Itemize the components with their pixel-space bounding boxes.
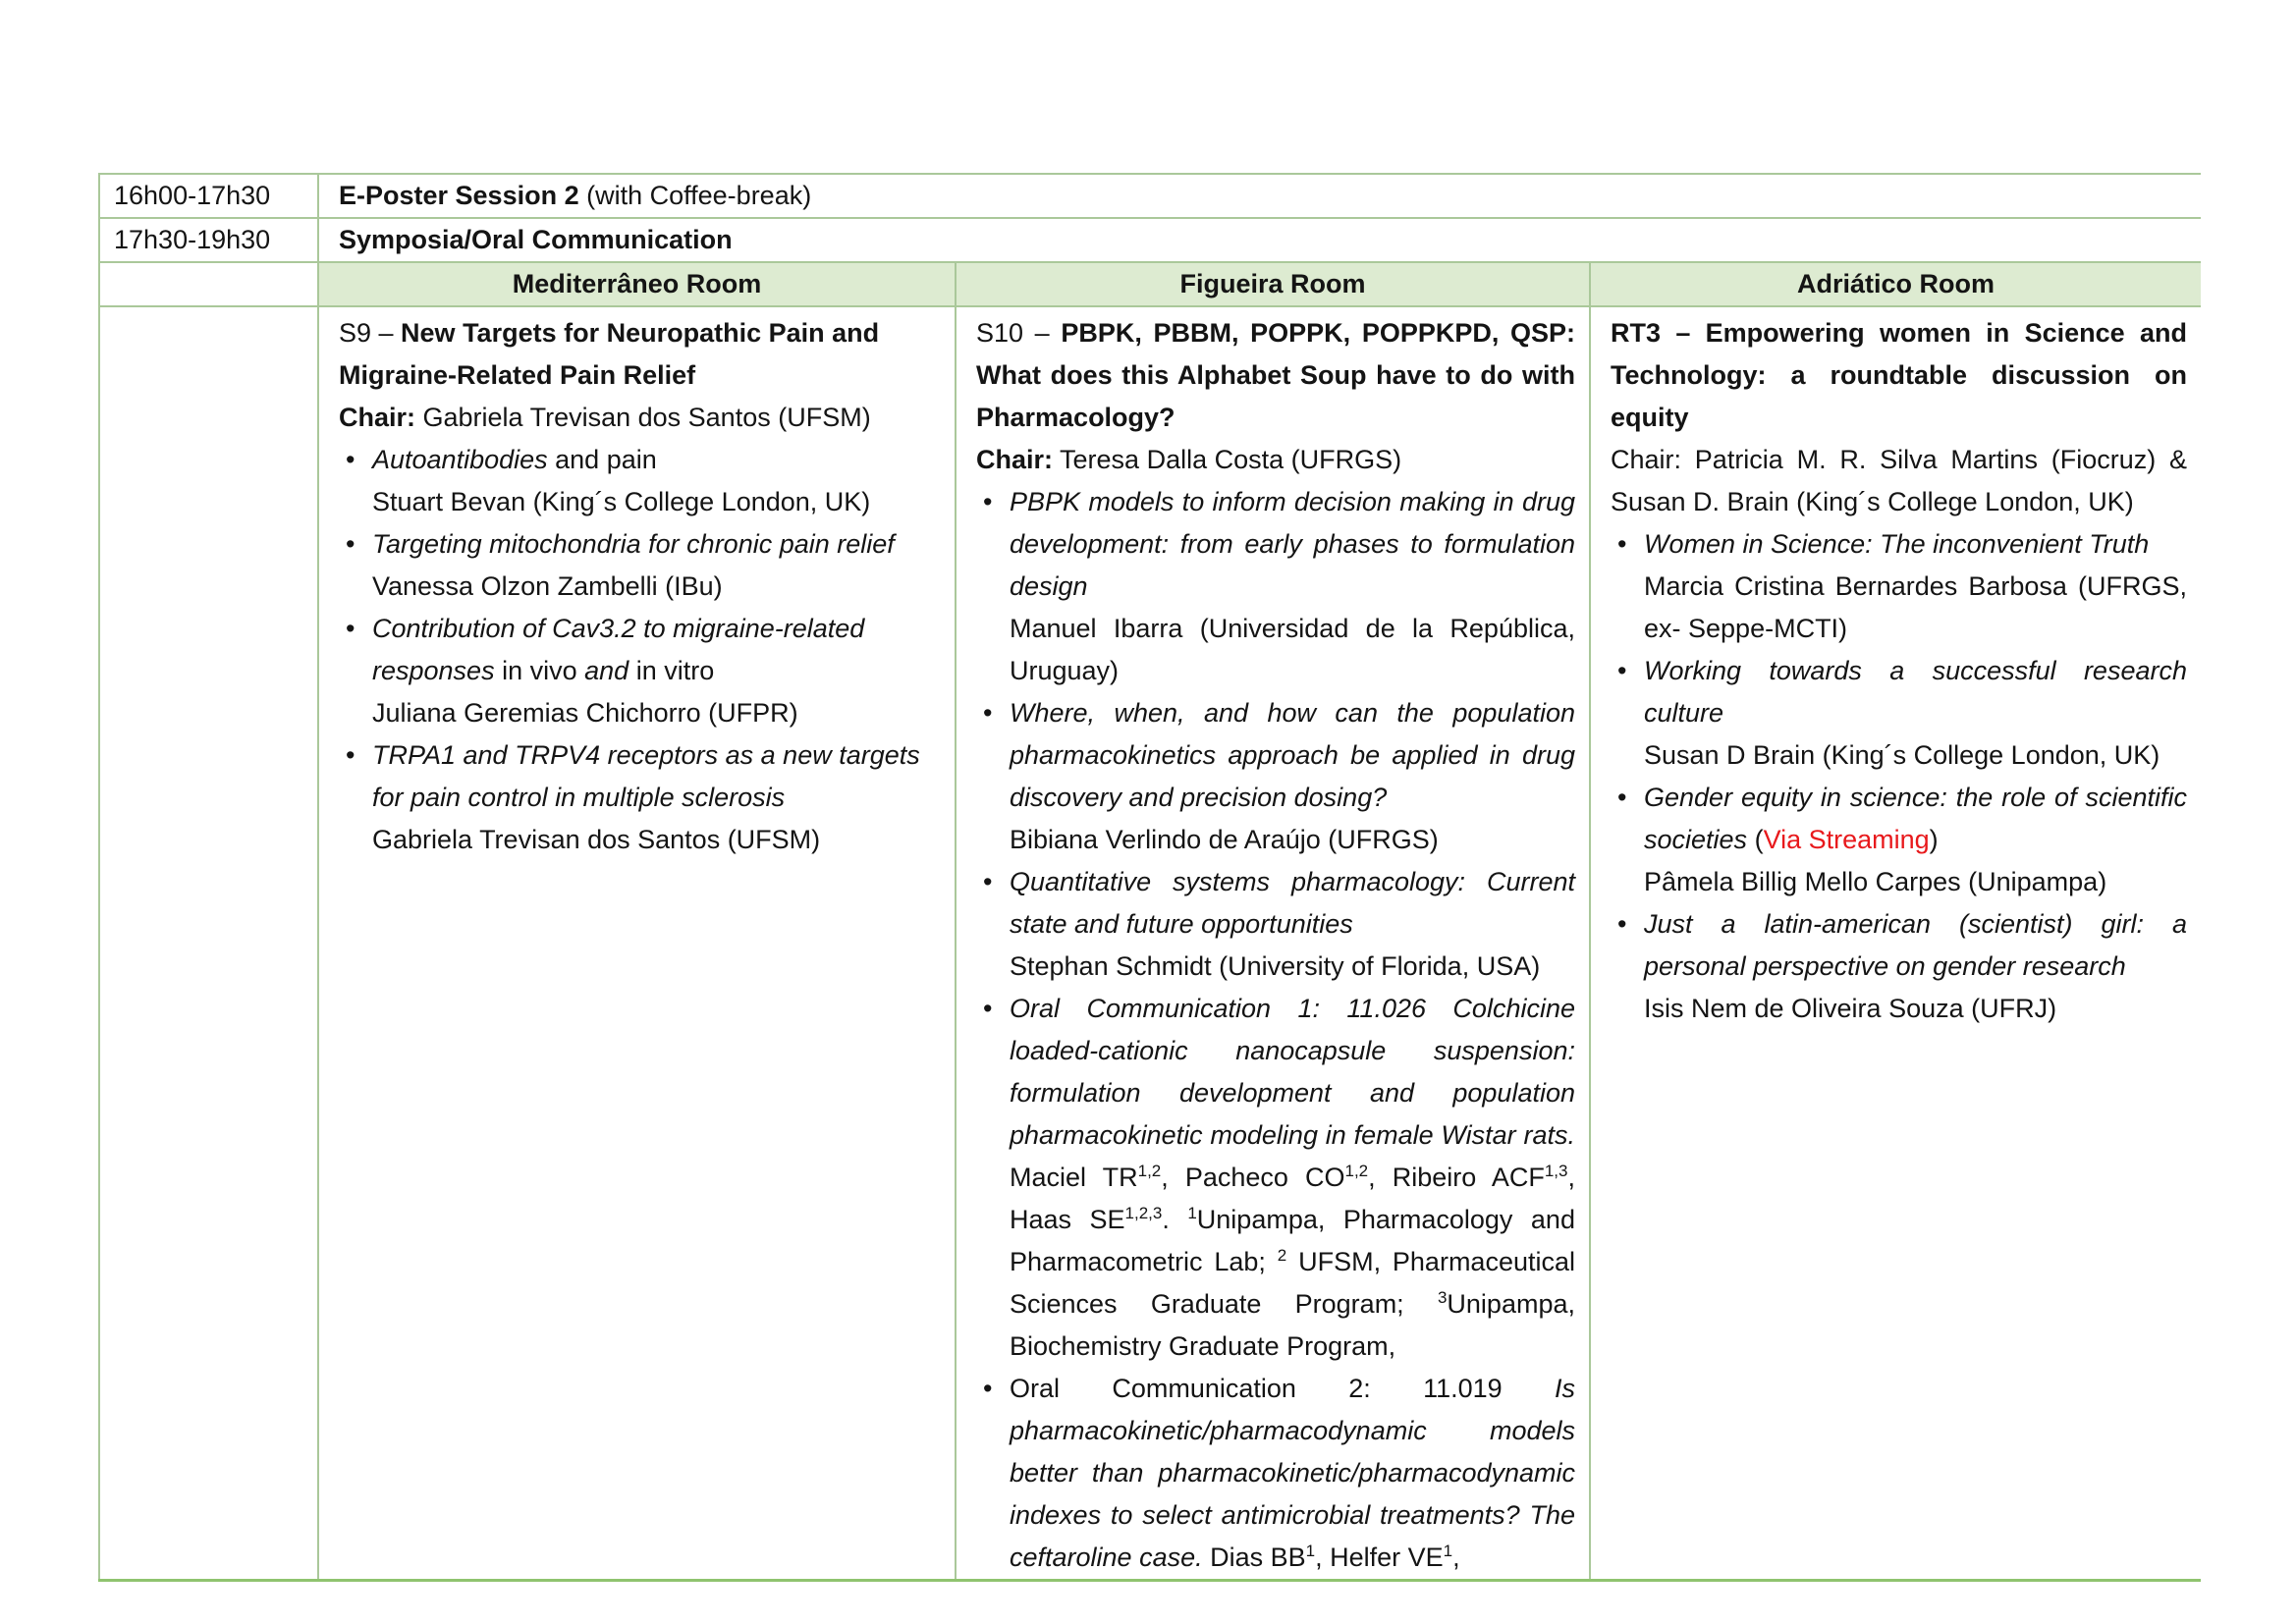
text-run: , Pacheco CO <box>1161 1163 1345 1192</box>
text-run: 1 <box>1187 1204 1197 1222</box>
text-run: , <box>1452 1543 1460 1572</box>
event-cell <box>318 218 2201 262</box>
text-run: ) <box>1929 825 1939 854</box>
bullet-item <box>339 439 941 523</box>
text-run: Where, when, and how can the population pharmacokinetics approach be applied in drug discovery and precision dosing? <box>1010 698 1575 812</box>
text-run: Just a latin-american (scientist) girl: a personal perspective on gender research <box>1644 909 2187 981</box>
text-run: Juliana Geremias Chichorro (UFPR) <box>372 698 798 728</box>
text-run: Stephan Schmidt (University of Florida, USA) <box>1010 951 1541 981</box>
bullet-icon: • <box>346 445 355 474</box>
bullet-icon: • <box>983 867 993 896</box>
room-header-figueira: Figueira Room <box>956 262 1590 306</box>
bullet-icon: • <box>983 1374 993 1403</box>
bullet-text <box>1010 988 1575 1368</box>
text-run: ( <box>1754 825 1764 854</box>
bullet-text <box>1010 861 1575 988</box>
text-run: , Ribeiro ACF <box>1368 1163 1545 1192</box>
text-run: . <box>1162 1205 1188 1234</box>
text-run: Working towards a successful research culture <box>1644 656 2187 728</box>
bullet-text <box>1644 903 2187 1030</box>
session-paragraph <box>1611 439 2187 523</box>
session-paragraph <box>976 439 1575 481</box>
text-run: in vivo <box>494 656 585 685</box>
bullet-text <box>372 439 941 523</box>
bullet-item <box>976 988 1575 1368</box>
bullet-item <box>976 861 1575 988</box>
text-run: 3 <box>1437 1288 1448 1307</box>
text-run: Bibiana Verlindo de Araújo (UFRGS) <box>1010 825 1439 854</box>
text-run: S10 – <box>976 318 1062 348</box>
bullet-text <box>1644 523 2187 650</box>
text-run: , Haas SE <box>1010 1163 1575 1234</box>
text-run: PBPK, PBBM, POPPK, POPPKPD, QSP: What does this Alphabet Soup have to do with Pharmacology? <box>976 318 1575 432</box>
bullet-item <box>976 1368 1575 1579</box>
text-run: PBPK models to inform decision making in drug development: from early phases to formulation design <box>1010 487 1575 601</box>
text-run: and <box>584 656 629 685</box>
text-run: Teresa Dalla Costa (UFRGS) <box>1053 445 1402 474</box>
bullet-text <box>1010 692 1575 861</box>
text-run: in vitro <box>629 656 715 685</box>
text-run: Vanessa Olzon Zambelli (IBu) <box>372 571 723 601</box>
bullet-item <box>1611 777 2187 903</box>
text-run: 2 <box>1277 1246 1287 1265</box>
bullet-text <box>372 523 941 608</box>
text-run: Quantitative systems pharmacology: Current state and future opportunities <box>1010 867 1575 939</box>
text-run: Stuart Bevan (King´s College London, UK) <box>372 487 871 516</box>
text-run: 1,2 <box>1137 1162 1162 1180</box>
bullet-item <box>339 608 941 734</box>
bullet-icon: • <box>1617 783 1627 812</box>
text-run: Susan D Brain (King´s College London, UK) <box>1644 740 2160 770</box>
event-subtitle: (with Coffee-break) <box>578 181 812 210</box>
text-run: Gabriela Trevisan dos Santos (UFSM) <box>415 403 871 432</box>
room-header-mediterraneo: Mediterrâneo Room <box>318 262 956 306</box>
bullet-text <box>1010 1368 1575 1579</box>
bullet-item <box>976 692 1575 861</box>
session-cell-adriatico <box>1590 306 2201 1581</box>
program-table <box>98 173 2201 1582</box>
text-run: Chair: Patricia M. R. Silva Martins (Fiocruz) & Susan D. Brain (King´s College London, UK) <box>1611 445 2187 516</box>
bullet-icon: • <box>983 487 993 516</box>
text-run: Is pharmacokinetic/pharmacodynamic models better than pharmacokinetic/pharmacodynamic indexes to select antimicrobial treatments? The ceftaroline case. <box>1010 1374 1575 1572</box>
event-cell <box>318 174 2201 218</box>
time-cell: 16h00-17h30 <box>99 174 318 218</box>
text-run: Chair: <box>976 445 1054 474</box>
bullet-text <box>372 608 941 734</box>
bullet-item <box>339 734 941 861</box>
text-run: Gender equity in science: the role of scientific societies <box>1644 783 2187 854</box>
bullet-text <box>1644 650 2187 777</box>
text-run: Women in Science: The inconvenient Truth <box>1644 529 2150 559</box>
text-run: Manuel Ibarra (Universidad de la República, Uruguay) <box>1010 614 1575 685</box>
bullet-icon: • <box>1617 909 1627 939</box>
text-run: Autoantibodies <box>372 445 548 474</box>
empty-time-cell <box>99 306 318 1581</box>
bullet-icon: • <box>983 698 993 728</box>
text-run: Marcia Cristina Bernardes Barbosa (UFRGS, ex- Seppe-MCTI) <box>1644 571 2187 643</box>
text-run: , Helfer VE <box>1315 1543 1444 1572</box>
empty-time-cell <box>99 262 318 306</box>
bullet-icon: • <box>983 994 993 1023</box>
text-run: Isis Nem de Oliveira Souza (UFRJ) <box>1644 994 2057 1023</box>
room-header-adriatico: Adriático Room <box>1590 262 2201 306</box>
text-run: RT3 – Empowering women in Science and Technology: a roundtable discussion on equity <box>1611 318 2187 432</box>
bullet-text <box>1644 777 2187 903</box>
bullet-item <box>1611 523 2187 650</box>
session-cell-figueira <box>956 306 1590 1581</box>
text-run: Maciel TR <box>1010 1163 1138 1192</box>
bullet-icon: • <box>346 529 355 559</box>
event-title: Symposia/Oral Communication <box>339 225 733 254</box>
schedule-row-symposia <box>99 218 2201 262</box>
bullet-item <box>976 481 1575 692</box>
text-run: Oral Communication 2: 11.019 <box>1010 1374 1555 1403</box>
bullet-icon: • <box>1617 529 1627 559</box>
bullet-item <box>1611 650 2187 777</box>
text-run: 1 <box>1443 1542 1453 1560</box>
event-title: E-Poster Session 2 <box>339 181 579 210</box>
text-run: S9 – <box>339 318 402 348</box>
room-header-row <box>99 262 2201 306</box>
text-run: Via Streaming <box>1763 825 1930 854</box>
bullet-item <box>1611 903 2187 1030</box>
session-paragraph <box>339 397 941 439</box>
bullet-item <box>339 523 941 608</box>
text-run: New Targets for Neuropathic Pain and Migraine-Related Pain Relief <box>339 318 880 390</box>
text-run: 1,3 <box>1544 1162 1568 1180</box>
text-run: Targeting mitochondria for chronic pain relief <box>372 529 895 559</box>
bullet-text <box>1010 481 1575 692</box>
session-paragraph <box>976 312 1575 439</box>
text-run: UFSM, Pharmaceutical Sciences Graduate Program; <box>1010 1247 1575 1319</box>
text-run: TRPA1 and TRPV4 receptors as a new targets for pain control in multiple sclerosis <box>372 740 920 812</box>
bullet-text <box>372 734 941 861</box>
text-run: 1,2 <box>1344 1162 1369 1180</box>
text-run: Gabriela Trevisan dos Santos (UFSM) <box>372 825 821 854</box>
text-run: Contribution of Cav3.2 to migraine-related responses <box>372 614 865 685</box>
text-run: Unipampa, Pharmacology and Pharmacometric Lab; <box>1010 1205 1575 1276</box>
text-run: Unipampa, Biochemistry Graduate Program, <box>1010 1289 1575 1361</box>
text-run: and pain <box>547 445 657 474</box>
text-run: Pâmela Billig Mello Carpes (Unipampa) <box>1644 867 2107 896</box>
session-paragraph <box>1611 312 2187 439</box>
bullet-icon: • <box>346 740 355 770</box>
text-run: Chair: <box>339 403 416 432</box>
text-run: Dias BB <box>1202 1543 1306 1572</box>
bullet-icon: • <box>346 614 355 643</box>
session-cell-mediterraneo <box>318 306 956 1581</box>
session-paragraph <box>339 312 941 397</box>
text-run: 1 <box>1305 1542 1316 1560</box>
schedule-row-eposter <box>99 174 2201 218</box>
text-run: 1,2,3 <box>1124 1204 1163 1222</box>
time-cell: 17h30-19h30 <box>99 218 318 262</box>
session-row <box>99 306 2201 1581</box>
bullet-icon: • <box>1617 656 1627 685</box>
text-run: Oral Communication 1: 11.026 Colchicine loaded-cationic nanocapsule suspension: formulation development and population pharmacokinetic modeling in female Wistar rats. <box>1010 994 1575 1150</box>
